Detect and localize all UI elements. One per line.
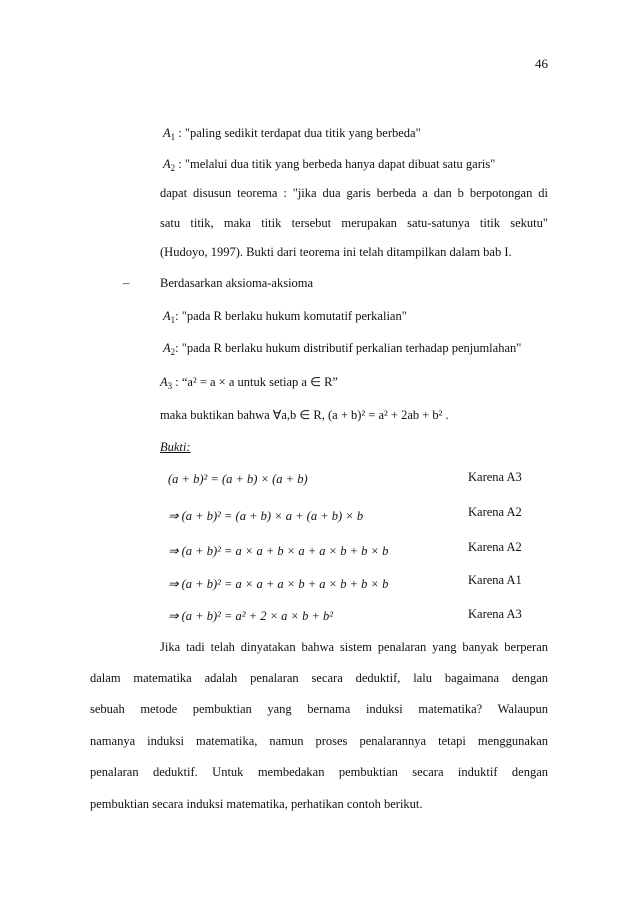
page-number: 46	[535, 56, 548, 71]
proof-step-5: ⇒ (a + b)² = a² + 2 × a × b + b²	[168, 609, 334, 623]
proof-step-3: ⇒ (a + b)² = a × a + b × a + a × b + b × b	[168, 544, 389, 558]
axiom-a2-algebra: $A_2$: "pada R berlaku hukum distributif perkalian terhadap penjumlahan"	[163, 341, 522, 357]
proof-step-4: ⇒ (a + b)² = a × a + a × b + a × b + b × b	[168, 577, 389, 591]
proof-title: Bukti:	[160, 440, 191, 454]
paragraph-line-6: pembuktian secara induksi matematika, perhatikan contoh berikut.	[90, 797, 423, 811]
axiom-a1-algebra: $A_1$: "pada R berlaku hukum komutatif perkalian"	[163, 309, 407, 325]
paragraph-line-4: namanya induksi matematika, namun proses penalarannya tetapi menggunakan	[90, 734, 548, 748]
axiom-a2-geometry: $A_2$ : "melalui dua titik yang berbeda hanya dapat dibuat satu garis"	[163, 157, 496, 173]
proof-step-2: ⇒ (a + b)² = (a + b) × a + (a + b) × b	[168, 509, 364, 523]
paragraph-line-5: penalaran deduktif. Untuk membedakan pembuktian secara induktif dengan	[90, 765, 548, 779]
paragraph-line-2: dalam matematika adalah penalaran secara deduktif, lalu bagaimana dengan	[90, 671, 548, 685]
theorem-line-2: satu titik, maka titik tersebut merupakan satu-satunya titik sekutu"	[160, 216, 548, 230]
prove-statement: maka buktikan bahwa ∀a,b ∈ R, (a + b)² = a² + 2ab + b² .	[160, 408, 449, 422]
axiom-a1-geometry: $A_1$ : "paling sedikit terdapat dua titik yang berbeda"	[163, 126, 421, 142]
axiom-a3-algebra: $A_3$ : “a² = a × a untuk setiap a ∈ R”	[160, 375, 338, 391]
bullet-dash: –	[123, 276, 130, 290]
proof-reason-5: Karena A3	[468, 607, 522, 621]
proof-reason-2: Karena A2	[468, 505, 522, 519]
theorem-line-1: dapat disusun teorema : "jika dua garis berbeda a dan b berpotongan di	[160, 186, 548, 200]
paragraph-line-1: Jika tadi telah dinyatakan bahwa sistem penalaran yang banyak berperan	[160, 640, 548, 654]
proof-reason-3: Karena A2	[468, 540, 522, 554]
proof-reason-1: Karena A3	[468, 470, 522, 484]
proof-step-1: (a + b)² = (a + b) × (a + b)	[168, 472, 308, 486]
proof-reason-4: Karena A1	[468, 573, 522, 587]
bullet-text: Berdasarkan aksioma-aksioma	[160, 276, 314, 290]
theorem-line-3: (Hudoyo, 1997). Bukti dari teorema ini telah ditampilkan dalam bab I.	[160, 245, 512, 259]
paragraph-line-3: sebuah metode pembuktian yang bernama induksi matematika? Walaupun	[90, 702, 548, 716]
